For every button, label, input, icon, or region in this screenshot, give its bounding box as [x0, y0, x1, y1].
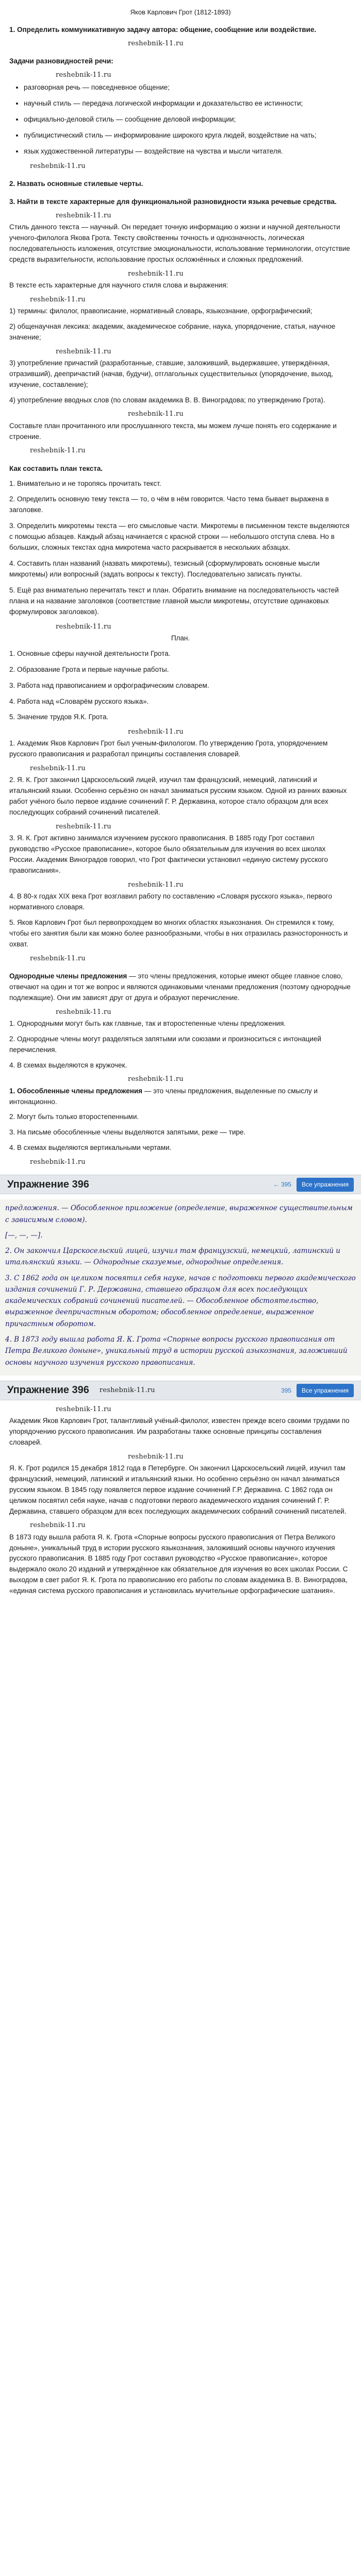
- list-item: 3. Определить микротемы текста — его смысловые части. Микротемы в письменном тексте выделяются с помощью абзацев. Каждый абзац начинается с красной строки — небольшого отступа слева. Но в больших, сложных текстах одна микротема часто раскрывается в нескольких абзацах.: [9, 522, 350, 552]
- watermark: reshebnik-11.ru: [128, 410, 184, 418]
- paragraph: В 1873 году вышла работа Я. К. Грота «Спорные вопросы русского правописания от Петра Великого доныне», уникальный труд в истории русского языкознания, заложивший основы научного изучения русского правописания. В 1885 году Грот составил руководство «Русское правописание», которое выдержало около 20 изданий и утверждённое как обязательное для изучения во всех школах России. С выходом в свет работ Я. К. Грота по правописанию его работы по словам академика В. В. Виноградова, «единая система русского правописания и установилась мучительные орфографические шатания».: [9, 1533, 348, 1595]
- watermark: reshebnik-11.ru: [30, 162, 86, 170]
- term-definition: — это члены предложения, которые имеют общее главное слово, отвечают на один и тот же вопрос и являются одинаковыми членами предложения (поэтому однородные подлежащие). Они им зависят друг от друга и образуют перечисление.: [9, 972, 351, 1002]
- q3-heading: 3. Найти в тексте характерные для функциональной разновидности языка речевые средства.: [9, 197, 337, 206]
- list-item: 3. Работа над правописанием и орфографическим словарем.: [9, 681, 209, 689]
- handwritten-line: 4. В 1873 году вышла работа Я. К. Грота «Спорные вопросы русского правописания от Петра Великого доныне», уникальный труд в истории русской азыкознания, заложивший основы научного изучения русского правописания.: [5, 1335, 348, 1367]
- paragraph: 4. В схемах выделяются в кружочек.: [9, 1061, 127, 1069]
- exercise-nav: [281, 1384, 354, 1398]
- exercise-header-bar: [0, 1381, 361, 1400]
- section-q2: [9, 179, 352, 190]
- plan-label: План.: [171, 634, 190, 642]
- list-item: 2. Определить основную тему текста — то, о чём в нём говорится. Часто тема бывает выражена в заголовке.: [9, 495, 329, 514]
- watermark: reshebnik-11.ru: [128, 1075, 184, 1083]
- watermark: reshebnik-11.ru: [56, 1008, 111, 1016]
- paragraph: 1) термины: филолог, правописание, нормативный словарь, языкознание, орфографический;: [9, 307, 313, 315]
- exercise-title: Упражнение 396: [7, 1384, 89, 1396]
- term: Однородные члены предложения: [9, 972, 127, 980]
- watermark: reshebnik-11.ru: [99, 1386, 155, 1394]
- paragraph: 4. В 80-х годах XIX века Грот возглавил работу по составлению «Словаря русского языка», первого нормативного словаря.: [9, 892, 332, 911]
- paragraph: Академик Яков Карлович Грот, талантливый учёный-филолог, известен прежде всего своими трудами по упорядочению русского правописания. Им разработаны также основные принципы составления словарей.: [9, 1416, 350, 1446]
- watermark: reshebnik-11.ru: [30, 954, 86, 962]
- list-item: 4. Работа над «Словарём русского языка».: [9, 697, 149, 705]
- watermark: reshebnik-11.ru: [128, 40, 184, 48]
- paragraph: 1. Академик Яков Карлович Грот был ученым-филологом. По утверждению Грота, упорядочением русского правописания и разработал принципы составления словарей.: [9, 739, 328, 758]
- section-final: [9, 1404, 352, 1597]
- list-item: 1. Основные сферы научной деятельности Грота.: [9, 649, 171, 657]
- handwritten-line: 3. С 1862 года он целиком посвятил себя науке, начав с подготовки первого академического издания сочинений Г. Р. Державина, ставшего образцом для всех последующих академических собраний сочинений писателей. — Обособленное обстоятельство, выраженное деепричастным оборотом; обособленное определение, выраженное причастным оборотом.: [5, 1274, 356, 1328]
- styles-list: [9, 82, 352, 157]
- handwritten-answer: [0, 1199, 361, 1375]
- watermark: reshebnik-11.ru: [30, 447, 86, 455]
- watermark: reshebnik-11.ru: [128, 728, 184, 736]
- watermark: reshebnik-11.ru: [30, 765, 86, 773]
- term: 1. Обособленные члены предложения: [9, 1087, 143, 1095]
- styles-heading: Задачи разновидностей речи:: [9, 57, 113, 65]
- paragraph: 3. Я. К. Грот активно занимался изучением русского правописания. В 1885 году Грот составил руководство «Русское правописание», которое было обязательным для изучения во всех школах России. Академик Виноградов говорил, что Грот фактически установил «единую систему русского правописания».: [9, 834, 328, 875]
- list-item: 5. Значение трудов Я.К. Грота.: [9, 713, 109, 721]
- watermark: reshebnik-11.ru: [30, 295, 86, 303]
- list-item: • публицистический стиль — информирование широкого круга людей, воздействие на чать;: [24, 130, 352, 141]
- watermark: reshebnik-11.ru: [56, 211, 111, 219]
- list-item: • научный стиль — передача логической информации и доказательство ее истинности;: [24, 98, 352, 109]
- watermark: reshebnik-11.ru: [56, 823, 111, 831]
- list-item: • официально-деловой стиль — сообщение деловой информации;: [24, 114, 352, 125]
- handwritten-line: 2. Он закончил Царскосельский лицей, изучил там французский, немецкий, латинский и итальянский языки. — Однородные сказуемые, однородные определения.: [5, 1247, 340, 1267]
- how-list: [9, 479, 352, 618]
- list-item: 4. Составить план названий (назвать микротемы), тезисный (сформулировать основные мысли микротемы) или вопросный (задать вопросы к тексту). Последовательно записать пункты.: [9, 560, 320, 578]
- watermark: reshebnik-11.ru: [128, 269, 184, 278]
- paragraph: 4. В схемах выделяются вертикальными чертами.: [9, 1144, 172, 1152]
- paragraph: 2. Могут быть только второстепенными.: [9, 1113, 139, 1121]
- watermark: reshebnik-11.ru: [30, 1521, 86, 1530]
- paragraph: 2. Однородные члены могут разделяться запятыми или союзами и произноситься с интонацией перечисления.: [9, 1035, 321, 1054]
- watermark: reshebnik-11.ru: [128, 1452, 184, 1461]
- watermark: reshebnik-11.ru: [56, 1405, 111, 1413]
- term-definition: — это члены предложения, выделенные по смыслу и интонационно.: [9, 1087, 318, 1106]
- paragraph: 2. Я. К. Грот закончил Царскосельский лицей, изучил там французский, немецкий, латинский и итальянский языки. Особенно серьёзно он начал заниматься русским языком. Одной из ранних важных работ учёного было первое издание сочинений Г. Р. Державина, которое стало образцом для всех последующих собраний сочинений писателей.: [9, 776, 347, 817]
- paragraph: 3. На письме обособленные члены выделяются запятыми, реже — тире.: [9, 1128, 246, 1137]
- paragraph: Я. К. Грот родился 15 декабря 1812 года в Петербурге. Он закончил Царскосельский лицей, изучил там французский, немецкий, латинский и итальянский языки. Но особенно серьёзно он начал заниматься русским языком. В 1845 году появляется первое издание сочинений Г.Р. Державина. С 1862 года он целиком посвятил себя науке, начав с подготовки первого академического издания сочинений Г. Р. Державина, ставшего образцом для всех последующих академических собраний сочинений писателей.: [9, 1464, 347, 1515]
- paragraph: 4) употребление вводных слов (по словам академика В. В. Виноградова; по утверждению Грота).: [9, 396, 325, 404]
- all-exercises-button[interactable]: Все упражнения: [297, 1178, 354, 1192]
- watermark: reshebnik-11.ru: [128, 880, 184, 889]
- list-item: • язык художественной литературы — воздействие на чувства и мысли читателя.: [24, 146, 352, 157]
- list-item: 5. Ещё раз внимательно перечитать текст и план. Обратить внимание на последовательность частей плана и на название заголовков (соответствие главной мысли микротемы, отсутствие одинаковых формулировок заголовков).: [9, 586, 339, 616]
- prev-exercise-link[interactable]: 395: [281, 1386, 291, 1394]
- page-title: Яков Карлович Грот (1812-1893): [130, 8, 231, 16]
- handwritten-line: предложения. — Обособленное приложение (определение, выраженное существительным с зависимым словом).: [5, 1204, 353, 1224]
- section-q4: [9, 971, 352, 1167]
- paragraph: 3) употребление причастий (разработанные, ставшие, заложивший, выдержавшее, утверждённая, отразивший), деепричастий (начав, будучи), отглагольных существительных (упорядочение, выход, изучение, составление);: [9, 359, 333, 388]
- paragraph: [9, 1086, 352, 1108]
- paragraph: Составьте план прочитанного или прослушанного текста, мы можем лучше понять его содержание и строение.: [9, 421, 337, 440]
- watermark: reshebnik-11.ru: [56, 622, 111, 631]
- list-item: 2. Образование Грота и первые научные работы.: [9, 665, 169, 673]
- exercise-title: Упражнение 396: [7, 1178, 89, 1190]
- paragraph: В тексте есть характерные для научного стиля слова и выражения:: [9, 281, 228, 289]
- paragraph: 5. Яков Карлович Грот был первопроходцем во многих областях языкознания. Он стремился к тому, чтобы его занятия были как можно более разнообразными, чтобы в них отразилась разносторонность и охват.: [9, 918, 348, 948]
- how-heading: Как составить план текста.: [9, 464, 103, 472]
- list-item: 1. Внимательно и не торопясь прочитать текст.: [9, 479, 161, 487]
- paragraph: 1. Однородными могут быть как главные, так и второстепенные члены предложения.: [9, 1019, 286, 1027]
- paragraph: [9, 971, 352, 1004]
- q1-heading: 1. Определить коммуникативную задачу автора: общение, сообщение или воздействие.: [9, 26, 317, 34]
- prev-exercise-link[interactable]: ← 395: [273, 1181, 291, 1189]
- exercise-header-bar: [0, 1175, 361, 1194]
- watermark: reshebnik-11.ru: [30, 1158, 86, 1166]
- exercise-nav: [273, 1178, 354, 1192]
- plan-list: [9, 649, 352, 723]
- watermark: reshebnik-11.ru: [56, 347, 111, 355]
- list-item: • разговорная речь — повседневное общение;: [24, 82, 352, 93]
- section-q1: [9, 25, 352, 172]
- paragraph: 2) общенаучная лексика: академик, академическое собрание, наука, упорядочение, статья, научное значение;: [9, 322, 336, 341]
- section-q3: [9, 197, 352, 964]
- all-exercises-button[interactable]: Все упражнения: [297, 1384, 354, 1398]
- q2-heading: 2. Назвать основные стилевые черты.: [9, 180, 143, 188]
- paragraph: Стиль данного текста — научный. Он передает точную информацию о жизни и научной деятельности ученого-филолога Якова Грота. Тексту свойственны точность и однозначность, логическая последовательность изложения, отсутствие эмоциональности, использование терминологии, отсутствие средств выразительности, использование простых осложнённых и сложных предложений.: [9, 223, 350, 263]
- sentence-scheme: [—, —, —].: [5, 1231, 43, 1240]
- watermark: reshebnik-11.ru: [56, 71, 111, 79]
